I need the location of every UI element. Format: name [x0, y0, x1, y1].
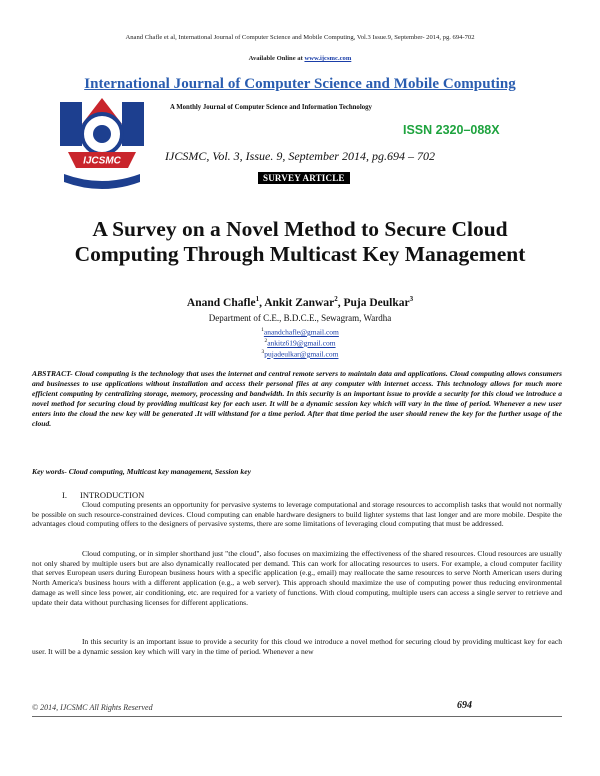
footer-copyright: © 2014, IJCSMC All Rights Reserved: [32, 703, 153, 712]
keywords: Key words- Cloud computing, Multicast key management, Session key: [32, 467, 251, 476]
journal-subtitle: A Monthly Journal of Computer Science and Information Technology: [170, 104, 372, 111]
email-line: [0, 338, 600, 348]
available-prefix: Available Online at: [248, 55, 303, 62]
body-paragraph: [32, 637, 562, 656]
email-link[interactable]: anandchafle@gmail.com: [263, 327, 339, 337]
journal-website-link[interactable]: www.ijcsmc.com: [304, 55, 352, 62]
available-online: [0, 55, 600, 62]
affiliation: Department of C.E., B.D.C.E., Sewagram, Wardha: [208, 313, 392, 323]
body-paragraph: [32, 549, 562, 607]
paper-title-line-2: Computing Through Multicast Key Management: [74, 242, 526, 266]
author-sup: 3: [409, 295, 414, 303]
paper-title: [0, 217, 600, 267]
author-name: Ankit Zanwar: [264, 296, 335, 309]
email-sup: 1: [261, 327, 264, 333]
author-list: Anand Chafle$^1$, Ankit Zanwar$^2$, Puja Deulkar$^3$: [186, 295, 414, 309]
logo-text: IJCSMC: [83, 155, 121, 167]
issn: ISSN 2320–088X: [403, 123, 500, 137]
email-link[interactable]: pujadeulkar@gmail.com: [264, 349, 339, 359]
footer-divider: [32, 716, 562, 717]
journal-title[interactable]: International Journal of Computer Science and Mobile Computing: [84, 76, 516, 92]
header-citation: Anand Chafle et al, International Journal of Computer Science and Mobile Computing, Vol.3 Issue.9, September- 2014, pg. 694-702: [125, 34, 475, 41]
email-line: [0, 349, 600, 359]
paper-title-line-1: A Survey on a Novel Method to Secure Cloud: [92, 217, 508, 241]
email-sup: 2: [264, 338, 268, 344]
author-name: Anand Chafle: [186, 296, 256, 309]
body-paragraph: [32, 500, 562, 529]
author-sup: 2: [334, 295, 338, 303]
paragraph-text: In this security is an important issue to provide a security for this cloud we introduce a novel method for securing cloud by providing multicast key for each user. It will be a dynamic session key which will vary in the time of period. Whenever a new: [32, 637, 562, 656]
section-heading: [62, 490, 144, 500]
email-link[interactable]: ankitz619@gmail.com: [267, 338, 336, 348]
email-line: [0, 327, 600, 337]
article-type-badge: SURVEY ARTICLE: [258, 172, 350, 184]
abstract: ABSTRACT- Cloud computing is the technology that uses the internet and central remote servers to maintain data and applications. Cloud computing allows consumers and businesses to use applications without installation and access their personal files at any computer with internet access. This technology allows for much more efficient computing by centralizing storage, memory, processing and bandwidth. In this security is an important issue to provide a security for this cloud we introduce a novel method for securing cloud by providing multicast key for each user. It will be a dynamic session key which will vary in the time of period. Whenever a new user enters into the cloud the new key will be generated .It will withstand for a time period. After that time period the user should renew the key for the further usage of the cloud.: [32, 369, 562, 428]
issue-line: IJCSMC, Vol. 3, Issue. 9, September 2014, pg.694 – 702: [165, 149, 435, 163]
paragraph-text: Cloud computing, or in simpler shorthand just "the cloud", also focuses on maximizing the effectiveness of the shared resources. Cloud resources are usually not only shared by multiple users but are also dynamically reallocated per demand. This can work for allocating resources to users. For example, a cloud computer facility that serves European users during European business hours with a specific application (e.g., email) may reallocate the same resources to serve North American users during North America's business hours with a different application (e.g., a web server). This approach should maximize the use of computing power thus reducing environmental damage as well since less power, air conditioning, etc. are required for a variety of functions. With cloud computing, multiple users can access a single server to retrieve and update their data without purchasing licenses for different applications.: [32, 549, 562, 607]
author-name: Puja Deulkar: [343, 296, 410, 309]
section-number: I.: [62, 490, 67, 500]
paragraph-text: Cloud computing presents an opportunity for pervasive systems to leverage computational and storage resources to accomplish tasks that would not normally be possible on such resource-constrained devices. Cloud computing can enable hardware designers to build lighter systems that last longer and are more mobile. Despite the advantages cloud computing offers to the designers of pervasive systems, there are some limitations of leveraging cloud computing that must be addressed.: [32, 500, 562, 529]
journal-logo: [54, 94, 150, 196]
author-sup: 1: [255, 295, 260, 303]
section-title: INTRODUCTION: [80, 490, 145, 500]
email-sup: 3: [261, 349, 265, 355]
page-number: 694: [457, 700, 472, 711]
